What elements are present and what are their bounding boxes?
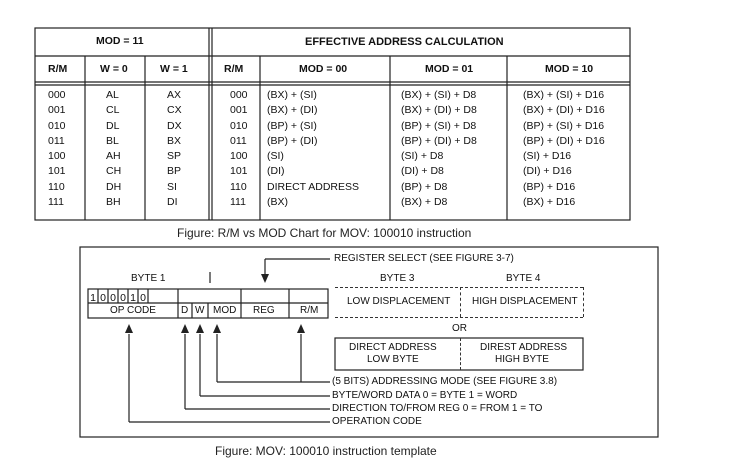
caption-template: Figure: MOV: 100010 instruction template <box>215 444 437 458</box>
caption-table: Figure: R/M vs MOD Chart for MOV: 100010 instruction <box>177 226 472 240</box>
w-bit-label: W <box>195 305 205 316</box>
table-cell: BL <box>106 134 119 147</box>
opcode-bits <box>88 290 148 305</box>
table-cell: BP <box>167 165 182 178</box>
table-cell: (BP) + (DI) + D8 <box>401 134 477 147</box>
table-cell: SI <box>167 180 177 193</box>
table-cell: 101 <box>230 165 248 178</box>
table-cell: 010 <box>230 119 248 132</box>
rm2-column <box>230 88 248 210</box>
table-cell: (SI) + D16 <box>523 150 572 163</box>
direct-address-high-line2: HIGH BYTE <box>495 354 549 365</box>
table-cell: SP <box>167 150 182 163</box>
table-cell: 000 <box>230 89 248 101</box>
table-cell: (BX) + (SI) + D16 <box>523 89 605 101</box>
byte1-label: BYTE 1 <box>131 273 166 284</box>
table-cell: DIRECT ADDRESS <box>267 180 359 193</box>
table-cell: CX <box>167 104 182 117</box>
table-cell: (BP) + (SI) + D16 <box>523 119 605 132</box>
table-cell: (BX) + (SI) + D8 <box>401 89 477 101</box>
table-cell: (BP) + (DI) <box>267 134 318 147</box>
table-cell: (BP) + (SI) <box>267 119 317 132</box>
reg-field-label: REG <box>253 305 275 316</box>
mod11-header: MOD = 11 <box>96 35 144 47</box>
table-cell: 010 <box>48 119 66 132</box>
table-cell: 000 <box>48 89 66 101</box>
table-cell: 111 <box>230 196 246 209</box>
table-cell: DH <box>106 180 122 193</box>
bit: 1 <box>90 292 96 304</box>
mod-field-label: MOD <box>213 305 237 316</box>
table-cell: 001 <box>230 104 248 117</box>
col-mod10: MOD = 10 <box>545 63 594 75</box>
displacement-divider <box>460 287 461 317</box>
table-cell: (BP) + (DI) + D16 <box>523 134 605 147</box>
byte4-label: BYTE 4 <box>506 273 541 284</box>
rm-field-label: R/M <box>300 305 319 316</box>
table-cell: AL <box>106 89 119 101</box>
table-cell: (DI) + D8 <box>401 165 444 178</box>
table-cell: (BX) + (SI) <box>267 89 317 101</box>
note-byte-word: BYTE/WORD DATA 0 = BYTE 1 = WORD <box>332 390 518 401</box>
table-cell: 110 <box>48 180 65 193</box>
displacement-bottom-border <box>335 317 583 318</box>
rm-column <box>48 88 66 210</box>
w0-column <box>106 88 121 210</box>
table-cell: 001 <box>48 104 66 117</box>
table-cell: (BP) + (SI) + D8 <box>401 119 477 132</box>
note-addressing-mode: (5 BITS) ADDRESSING MODE (SEE FIGURE 3.8) <box>332 376 558 387</box>
table-cell: CL <box>106 104 120 117</box>
byte3-label: BYTE 3 <box>380 273 415 284</box>
table-cell: (BP) + D16 <box>523 180 576 193</box>
col-mod00: MOD = 00 <box>299 63 348 75</box>
table-cell: AH <box>106 150 121 163</box>
note-direction: DIRECTION TO/FROM REG 0 = FROM 1 = TO <box>332 403 543 414</box>
displacement-right-border <box>583 287 584 317</box>
mod01-column <box>401 88 477 210</box>
bit: 0 <box>110 292 116 304</box>
col-rm: R/M <box>48 63 68 75</box>
eac-header: EFFECTIVE ADDRESS CALCULATION <box>305 36 504 48</box>
table-cell: 110 <box>230 180 247 193</box>
table-cell: CH <box>106 165 122 178</box>
opcode-label: OP CODE <box>110 305 156 316</box>
table-cell: BX <box>167 134 182 147</box>
high-displacement-label: HIGH DISPLACEMENT <box>472 296 578 307</box>
bit: 0 <box>140 292 146 304</box>
register-select-label: REGISTER SELECT (SEE FIGURE 3-7) <box>334 253 514 264</box>
displacement-top-border <box>335 287 583 288</box>
low-displacement-label: LOW DISPLACEMENT <box>347 296 451 307</box>
direct-address-low-line1: DIRECT ADDRESS <box>349 342 437 353</box>
table-cell: (BX) + (DI) <box>267 104 318 117</box>
table-cell: (BP) + D8 <box>401 180 448 193</box>
table-cell: (BX) + D16 <box>523 196 576 209</box>
d-bit-label: D <box>181 305 189 316</box>
table-cell: 100 <box>48 150 66 163</box>
or-label: OR <box>452 323 467 334</box>
table-cell: (BX) + (DI) + D16 <box>523 104 605 117</box>
table-cell: DL <box>106 119 120 132</box>
table-cell: BH <box>106 196 121 209</box>
table-cell: AX <box>167 89 182 101</box>
table-cell: (SI) <box>267 150 284 163</box>
col-mod01: MOD = 01 <box>425 63 474 75</box>
table-cell: 111 <box>48 196 64 209</box>
table-cell: (BX) + (DI) + D8 <box>401 104 477 117</box>
mod10-column <box>523 88 605 210</box>
w1-column <box>167 88 182 210</box>
bit: 0 <box>120 292 126 304</box>
direct-address-divider <box>460 338 461 370</box>
table-cell: (DI) + D16 <box>523 165 572 178</box>
direct-address-low-line2: LOW BYTE <box>367 354 419 365</box>
table-cell: DX <box>167 119 182 132</box>
mod00-column <box>267 88 359 210</box>
col-w1: W = 1 <box>160 63 188 75</box>
col-rm2: R/M <box>224 63 244 75</box>
bit: 1 <box>130 292 136 304</box>
table-cell: (SI) + D8 <box>401 150 444 163</box>
note-operation-code: OPERATION CODE <box>332 416 422 427</box>
table-cell: 011 <box>48 134 65 147</box>
table-cell: DI <box>167 196 178 209</box>
table-cell: (BX) <box>267 196 288 209</box>
table-cell: (BX) + D8 <box>401 196 448 209</box>
direct-address-high-line1: DIREST ADDRESS <box>480 342 568 353</box>
table-cell: 011 <box>230 134 247 147</box>
table-cell: 100 <box>230 150 248 163</box>
table-cell: (DI) <box>267 165 285 178</box>
table-cell: 101 <box>48 165 66 178</box>
col-w0: W = 0 <box>100 63 128 75</box>
bit: 0 <box>100 292 106 304</box>
